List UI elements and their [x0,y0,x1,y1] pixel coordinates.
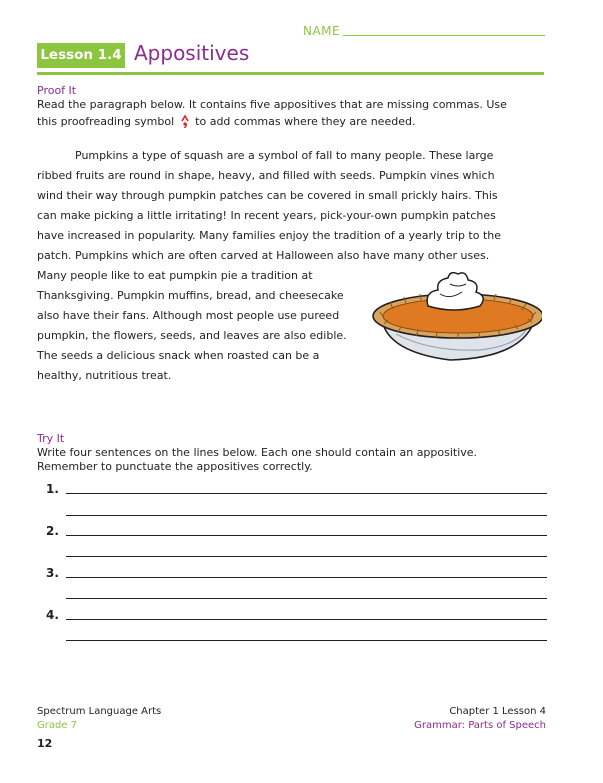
answer-line[interactable] [66,640,547,641]
footer-book-title: Spectrum Language Arts [37,706,162,717]
footer-topic: Grammar: Parts of Speech [414,720,546,731]
proof-it-heading: Proof It [37,84,77,97]
proof-it-instructions-line-1: Read the paragraph below. It contains five appositives that are missing commas. Use [37,98,507,111]
paragraph-line-6: patch. Pumpkins which are often carved at Halloween also have many other uses. [37,249,490,262]
answer-line[interactable] [66,619,547,620]
footer-chapter: Chapter 1 Lesson 4 [449,706,546,717]
paragraph-line-7: Many people like to eat pumpkin pie a tradition at [37,269,313,282]
caret-comma-insert-icon [180,114,190,126]
lesson-badge: Lesson 1.4 [37,43,125,68]
paragraph-line-5: have increased in popularity. Many families enjoy the tradition of a yearly trip to the [37,229,502,242]
paragraph-line-12: healthy, nutritious treat. [37,369,172,382]
paragraph-line-4: can make picking a little irritating! In recent years, pick-your-own pumpkin patches [37,209,496,222]
name-label: NAME [303,24,341,38]
proof-it-instructions-line-2 [37,114,415,129]
answer-line[interactable] [66,493,547,494]
answer-line[interactable] [66,598,547,599]
answer-line[interactable] [66,515,547,516]
footer-grade: Grade 7 [37,720,78,731]
title-rule [37,72,544,75]
answer-line[interactable] [66,556,547,557]
paragraph-line-2: ribbed fruits are round in shape, heavy, and filled with seeds. Pumpkin vines which [37,169,495,182]
paragraph-line-11: The seeds a delicious snack when roasted can be a [37,349,320,362]
answer-line[interactable] [66,577,547,578]
item-number-2: 2. [46,524,59,538]
item-number-3: 3. [46,566,59,580]
paragraph-line-8: Thanksgiving. Pumpkin muffins, bread, and cheesecake [37,289,344,302]
lesson-title: Appositives [134,41,250,65]
try-it-instructions-line-2: Remember to punctuate the appositives correctly. [37,460,313,473]
try-it-instructions-line-1: Write four sentences on the lines below. Each one should contain an appositive. [37,446,478,459]
instructions-text-a: this proofreading symbol [37,115,175,128]
page-number: 12 [37,737,53,750]
instructions-text-b: to add commas where they are needed. [195,115,416,128]
pumpkin-pie-icon [370,272,542,366]
paragraph-line-10: pumpkin, the flowers, seeds, and leaves are also edible. [37,329,347,342]
name-line [343,35,545,36]
answer-line[interactable] [66,535,547,536]
paragraph-line-1: Pumpkins a type of squash are a symbol of fall to many people. These large [75,149,494,162]
paragraph-line-9: also have their fans. Although most people use pureed [37,309,340,322]
item-number-4: 4. [46,608,59,622]
try-it-heading: Try It [37,432,65,445]
item-number-1: 1. [46,482,59,496]
paragraph-line-3: wind their way through pumpkin patches can be covered in small prickly hairs. This [37,189,498,202]
